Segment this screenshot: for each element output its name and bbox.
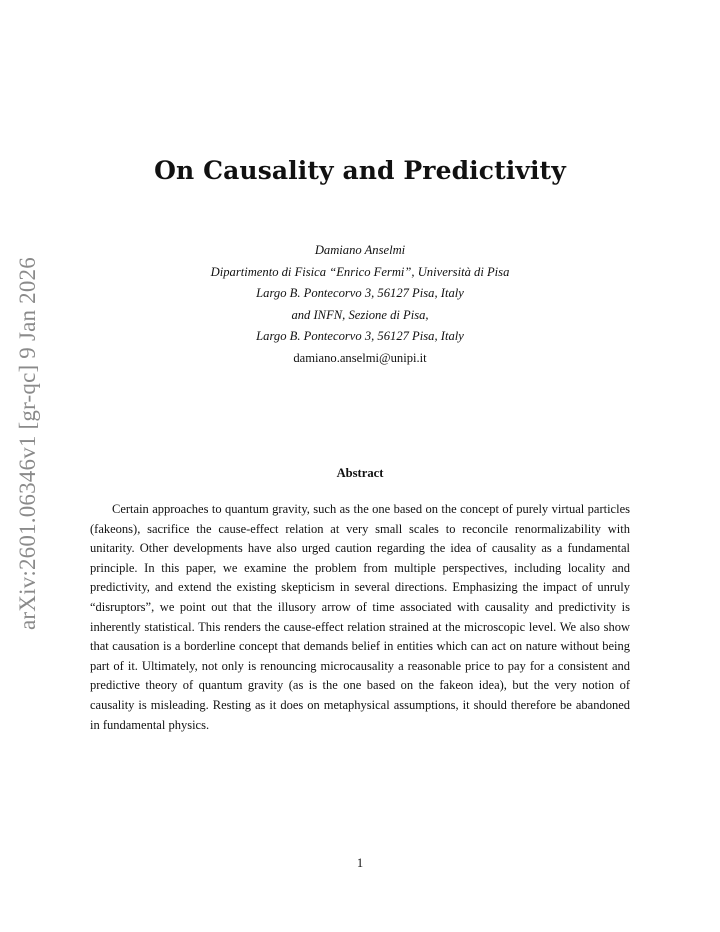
affiliation-line: Dipartimento di Fisica “Enrico Fermi”, Università di Pisa <box>210 264 510 279</box>
author-email: damiano.anselmi@unipi.it <box>293 350 427 365</box>
abstract-text: Certain approaches to quantum gravity, such as the one based on the concept of purely virtual particles (fakeons), sacrifice the cause-effect relation at very small scales to reconcile renormalizability with unitarity. Other developments have also urged caution regarding the idea of causality as a fundamental principle. In this paper, we examine the problem from multiple perspectives, including locality and predictivity, and extend the existing skepticism in several directions. Emphasizing the impact of unruly “disruptors”, we point out that the illusory arrow of time associated with causality and predictivity is inherently statistical. This renders the cause-effect relation strained at the microscopic level. We also show that causation is a borderline concept that demands belief in entities which can act on nature without being part of it. Ultimately, not only is renouncing microcausality a reasonable price to pay for a consistent and predictive theory of quantum gravity (as is the one based on the fakeon idea), but the very notion of causality is misleading. Resting as it does on metaphysical assumptions, it should therefore be abandoned in fundamental physics. <box>90 502 630 732</box>
abstract-heading: Abstract <box>336 466 384 480</box>
author-block <box>0 240 720 370</box>
page-number: 1 <box>356 856 364 870</box>
affiliation-line: and INFN, Sezione di Pisa, <box>291 307 429 322</box>
author-name: Damiano Anselmi <box>314 243 406 257</box>
affiliation-line: Largo B. Pontecorvo 3, 56127 Pisa, Italy <box>256 329 464 344</box>
affiliation-line: Largo B. Pontecorvo 3, 56127 Pisa, Italy <box>256 286 464 301</box>
arxiv-identifier-text: arXiv:2601.06346v1 [gr-qc] 9 Jan 2026 <box>15 257 40 630</box>
paper-title: On Causality and Predictivity <box>154 156 566 185</box>
